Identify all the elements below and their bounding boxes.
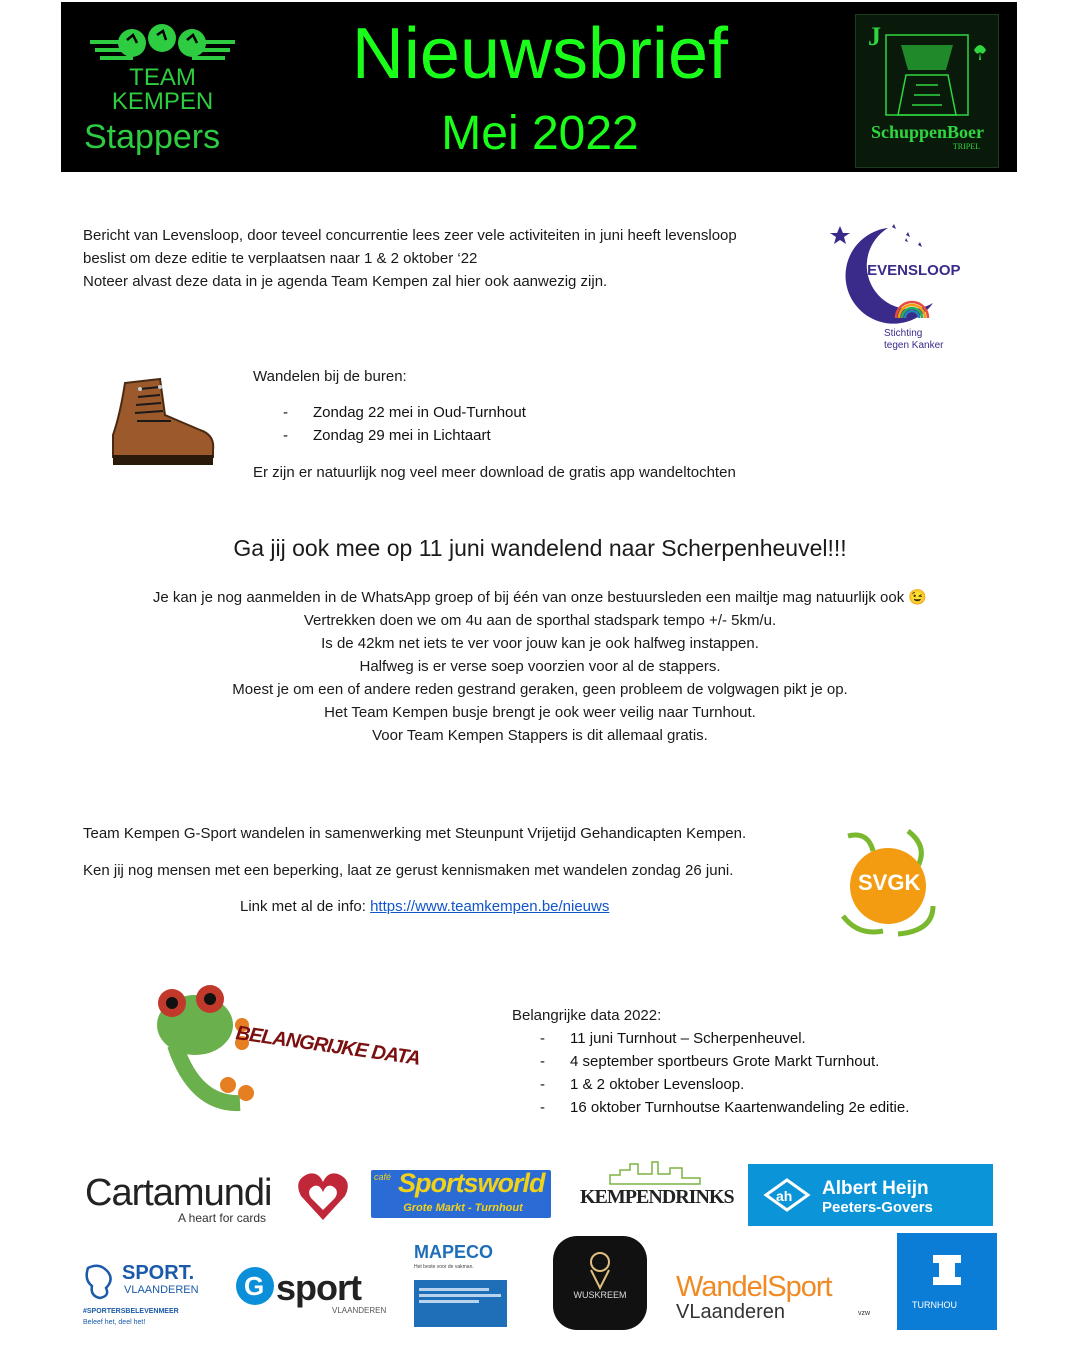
sport-vlaanderen-line1: SPORT.	[122, 1262, 195, 1284]
list-item: - 1 & 2 oktober Levensloop.	[540, 1073, 1020, 1096]
scherpenheuvel-line: Voor Team Kempen Stappers is dit allemaal gratis.	[372, 727, 708, 744]
scherpenheuvel-body	[80, 586, 1000, 747]
scherpenheuvel-line: Het Team Kempen busje brengt je ook weer veilig naar Turnhout.	[324, 704, 756, 721]
g-sport-sub: VLAANDEREN	[332, 1306, 387, 1315]
levensloop-line1: Bericht van Levensloop, door teveel concurrentie lees zeer vele activiteiten in juni heeft levensloop	[83, 227, 737, 244]
ah-line1: Albert Heijn	[822, 1178, 929, 1199]
levensloop-line2: beslist om deze editie te verplaatsen naar 1 & 2 oktober ‘22	[83, 250, 478, 267]
wandelsport-line2: VLaanderen	[676, 1301, 785, 1323]
gsport-link-row	[240, 895, 840, 918]
ah-line2: Peeters-Govers	[822, 1199, 933, 1216]
list-item: - Zondag 29 mei in Lichtaart	[283, 424, 783, 447]
mapeco-logo: MAPECO	[414, 1242, 494, 1262]
wuskreem-text: WUSKREEM	[573, 1290, 627, 1300]
newsletter-date: Mei 2022	[441, 107, 639, 160]
team-logo-line1: TEAM	[129, 64, 196, 91]
team-logo-line2: KEMPEN	[111, 88, 214, 115]
levensloop-logo-sub2: tegen Kanker	[884, 340, 944, 351]
team-logo-stappers: Stappers	[84, 118, 221, 156]
schuppenboer-tripel: TRIPEL	[952, 142, 980, 151]
kempendrinks-skyline-icon	[590, 1160, 720, 1185]
newsletter-title: Nieuwsbrief	[351, 14, 729, 94]
kempendrinks-logo: KEMPENDRINKS	[580, 1186, 734, 1208]
cartamundi-logo: Cartamundi	[85, 1172, 272, 1214]
data-heading: Belangrijke data 2022:	[512, 1007, 662, 1024]
wandelen-heading: Wandelen bij de buren:	[253, 368, 407, 385]
cartamundi-tagline: A heart for cards	[178, 1211, 267, 1225]
turnhout-logo	[897, 1233, 997, 1330]
gsport-line2: Ken jij nog mensen met een beperking, laat ze gerust kennismaken met wandelen zondag 26 juni.	[83, 862, 734, 879]
list-item: - Zondag 22 mei in Oud-Turnhout	[283, 401, 783, 424]
levensloop-line3: Noteer alvast deze data in je agenda Team Kempen zal hier ook aanwezig zijn.	[83, 273, 608, 290]
svgk-logo-text: SVGK	[858, 870, 921, 895]
scherpenheuvel-line: Halfweg is er verse soep voorzien voor al de stappers.	[359, 658, 721, 675]
gsport-link-prefix: Link met al de info:	[240, 898, 371, 915]
levensloop-logo-sub1: Stichting	[884, 328, 923, 339]
levensloop-logo-text: LEVENSLOOP	[858, 262, 961, 279]
list-item: - 16 oktober Turnhoutse Kaartenwandeling 2e editie.	[540, 1096, 1020, 1119]
teamkempen-news-link[interactable]: https://www.teamkempen.be/nieuws	[370, 898, 610, 915]
schuppenboer-name: SchuppenBoer	[870, 122, 985, 142]
frog-label: BELANGRIJKE DATA	[234, 1022, 422, 1070]
wandelsport-line1: WandelSport	[676, 1271, 832, 1303]
wandelsport-vzw: vzw	[858, 1310, 871, 1317]
sportsworld-cafe: café	[374, 1172, 392, 1182]
wandelen-footer: Er zijn er natuurlijk nog veel meer download de gratis app wandeltochten	[253, 464, 736, 481]
hiking-boot-icon	[105, 375, 220, 470]
list-item: - 4 september sportbeurs Grote Markt Turnhout.	[540, 1050, 1020, 1073]
scherpenheuvel-heading: Ga jij ook mee op 11 juni wandelend naar Scherpenheuvel!!!	[233, 535, 847, 561]
scherpenheuvel-line: Moest je om een of andere reden gestrand geraken, geen probleem de volgwagen pikt je op.	[232, 681, 848, 698]
g-sport-word: sport	[276, 1267, 361, 1308]
list-item: - 11 juni Turnhout – Scherpenheuvel.	[540, 1027, 1020, 1050]
sport-vlaanderen-hashtag: #SPORTERSBELEVENMEER	[83, 1308, 179, 1315]
sport-vlaanderen-line2: VLAANDEREN	[124, 1284, 199, 1296]
scherpenheuvel-line: Je kan je nog aanmelden in de WhatsApp groep of bij één van onze bestuursleden een mailtje mag natuurlijk ook 😉	[152, 589, 928, 606]
heart-spade-icon	[296, 1168, 350, 1224]
flemish-lion-icon	[80, 1262, 118, 1302]
ice-cream-icon	[583, 1250, 617, 1290]
mapeco-tagline: Het beste voor de vakman.	[414, 1264, 474, 1270]
svg-text:ah: ah	[776, 1188, 793, 1204]
levensloop-message	[83, 224, 823, 293]
scherpenheuvel-line: Is de 42km net iets te ver voor jouw kan je ook halfweg instappen.	[321, 635, 759, 652]
g-sport-g-icon	[235, 1266, 275, 1306]
jack-letter: J	[868, 22, 881, 51]
gsport-line1: Team Kempen G-Sport wandelen in samenwerking met Steunpunt Vrijetijd Gehandicapten Kempen.	[83, 825, 747, 842]
sportsworld-name: Sportsworld	[398, 1168, 545, 1198]
sport-vlaanderen-tagline: Beleef het, deel het!	[83, 1319, 146, 1326]
mapeco-blue-panel	[414, 1280, 507, 1327]
svg-text:G: G	[244, 1271, 265, 1301]
ah-icon	[762, 1176, 812, 1214]
sportsworld-sub: Grote Markt - Turnhout	[403, 1202, 523, 1214]
scherpenheuvel-line: Vertrekken doen we om 4u aan de sporthal stadspark tempo +/- 5km/u.	[303, 612, 777, 629]
wandelen-list	[283, 401, 783, 447]
data-list	[540, 1027, 1020, 1119]
turnhout-text: TURNHOU	[912, 1300, 957, 1310]
